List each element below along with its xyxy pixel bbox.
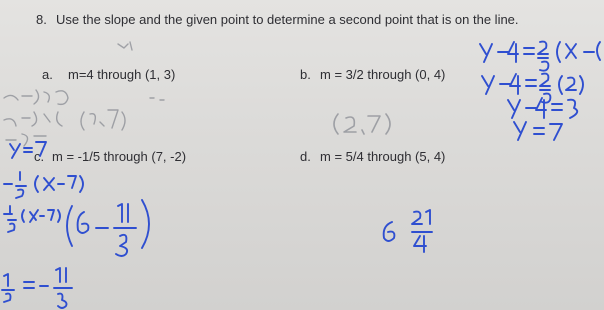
- pencil-point-b: [334, 114, 390, 134]
- ink-work-c: [2, 142, 149, 308]
- question-number: 8.: [36, 12, 47, 27]
- problem-c-text: m = -1/5 through (7, -2): [52, 149, 187, 164]
- problem-d-text: m = 5/4 through (5, 4): [320, 149, 446, 164]
- problem-d-label: d.: [300, 149, 311, 164]
- ink-work-b: [480, 42, 600, 140]
- ink-work-d: [384, 210, 432, 252]
- pencil-work-a: [4, 42, 164, 146]
- question-instruction: Use the slope and the given point to determine a second point that is on the line.: [56, 12, 519, 27]
- problem-a-label: a.: [42, 67, 53, 82]
- problem-c-label: c.: [34, 149, 45, 164]
- problem-a-text: m=4 through (1, 3): [68, 67, 176, 82]
- problem-b-text: m = 3/2 through (0, 4): [320, 67, 446, 82]
- problem-b-label: b.: [300, 67, 311, 82]
